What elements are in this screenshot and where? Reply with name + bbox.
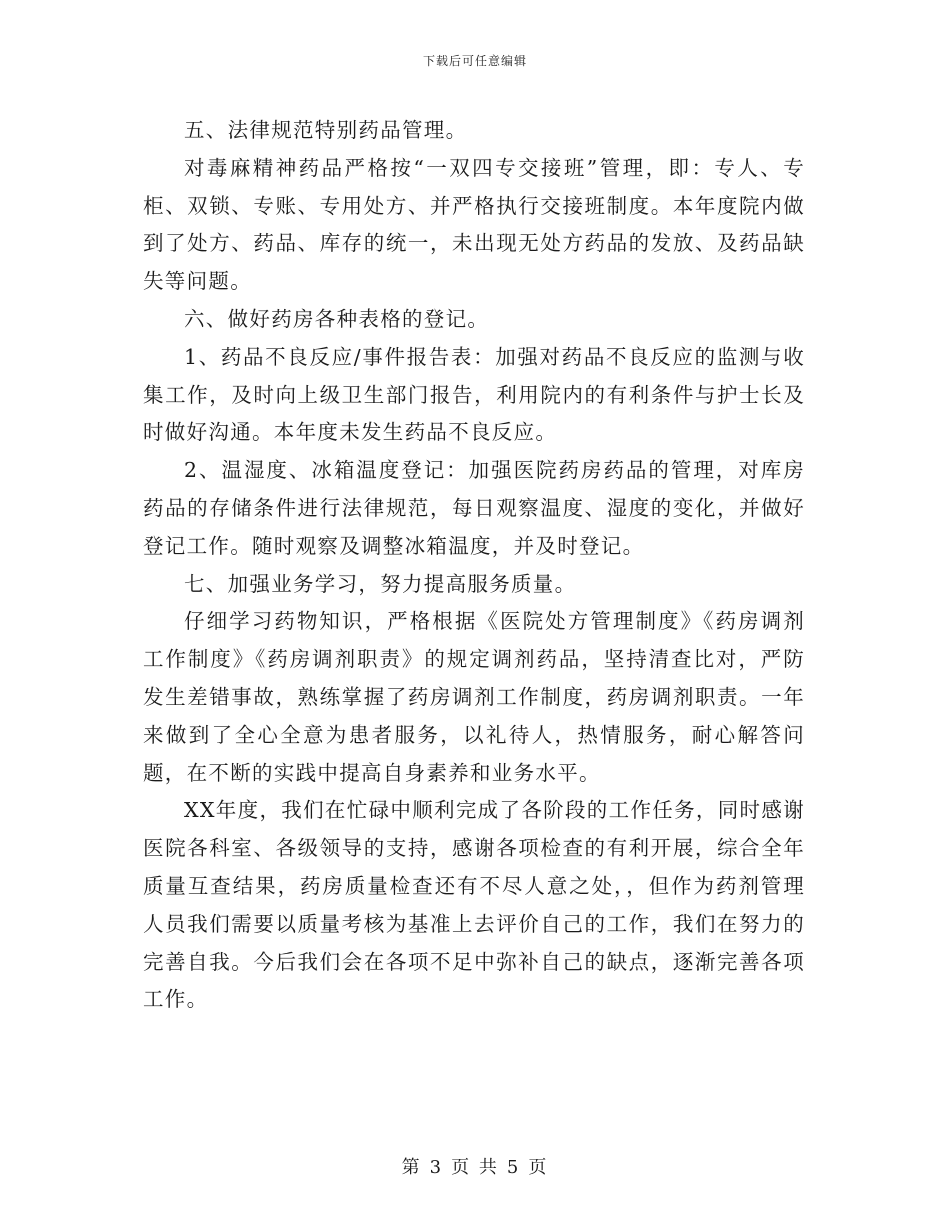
paragraph-narcotics-management: 对毒麻精神药品严格按“一双四专交接班”管理，即：专人、专柜、双锁、专账、专用处方、并严格执行交接班制度。本年度院内做到了处方、药品、库存的统一，未出现无处方药品的发放、及药品缺失等问题。 bbox=[143, 155, 805, 294]
section-heading-5: 五、法律规范特别药品管理。 bbox=[184, 118, 468, 142]
page-footer bbox=[0, 1153, 950, 1179]
paragraph-study-service: 仔细学习药物知识，严格根据《医院处方管理制度》《药房调剂工作制度》《药房调剂职责》的规定调剂药品，坚持清查比对，严防发生差错事故，熟练掌握了药房调剂工作制度，药房调剂职责。一年来做到了全心全意为患者服务，以礼待人，热情服务，耐心解答问题，在不断的实践中提高自身素养和业务水平。 bbox=[143, 609, 805, 785]
section-heading-6: 六、做好药房各种表格的登记。 bbox=[184, 306, 490, 331]
paragraph-annual-summary: XX年度，我们在忙碌中顺利完成了各阶段的工作任务，同时感谢医院各科室、各级领导的支持，感谢各项检查的有利开展，综合全年质量互查结果，药房质量检查还有不尽人意之处，，但作为药剂管理人员我们需要以质量考核为基准上去评价自己的工作，我们在努力的完善自我。今后我们会在各项不足中弥补自己的缺点，逐渐完善各项工作。 bbox=[143, 798, 805, 1012]
page-header: 下载后可任意编辑 bbox=[422, 54, 527, 68]
footer-suffix: 页 bbox=[528, 1157, 549, 1178]
paragraph-adverse-reaction-report: 1、药品不良反应/事件报告表：加强对药品不良反应的监测与收集工作，及时向上级卫生部门报告，利用院内的有利条件与护士长及时做好沟通。本年度未发生药品不良反应。 bbox=[143, 344, 805, 445]
footer-total-pages: 5 bbox=[506, 1157, 521, 1178]
footer-current-page: 3 bbox=[429, 1157, 444, 1178]
paragraph-temperature-log: 2、温湿度、冰箱温度登记：加强医院药房药品的管理，对库房药品的存储条件进行法律规范，每日观察温度、湿度的变化，并做好登记工作。随时观察及调整冰箱温度，并及时登记。 bbox=[143, 458, 805, 558]
footer-prefix: 第 bbox=[401, 1157, 422, 1178]
footer-middle: 页 共 bbox=[451, 1157, 499, 1178]
section-heading-7: 七、加强业务学习，努力提高服务质量。 bbox=[184, 571, 577, 596]
document-body bbox=[143, 112, 805, 1019]
